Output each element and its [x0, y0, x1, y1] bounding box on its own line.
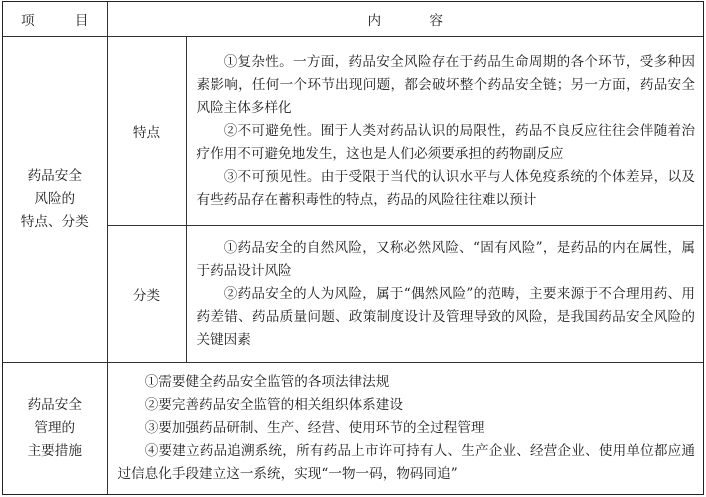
measure-item: ①需要健全药品安全监管的各项法律法规 [144, 374, 390, 390]
features-row [3, 37, 703, 226]
category-risk-features [3, 37, 107, 363]
measure-item: ②要完善药品安全监管的相关组织体系建设 [144, 397, 403, 413]
measure-item: ③要加强药品研制、生产、经营、使用环节的全过程管理 [144, 420, 485, 436]
header-content: 内 容 [107, 2, 703, 37]
measures-row [3, 363, 703, 495]
category-line: 药品安全 [27, 397, 82, 413]
classification-row [3, 226, 703, 363]
category-line: 管理的 [34, 420, 76, 436]
subcategory-classification: 分类 [107, 226, 186, 363]
risk-table [2, 1, 704, 495]
classification-item: ①药品安全的自然风险，又称必然风险、“固有风险”，是药品的内在属性，属于药品设计风险 [196, 239, 695, 279]
feature-item: ②不可避免性。囿于人类对药品认识的局限性，药品不良反应往往会伴随着治疗作用不可避免地发生，这也是人们必须要承担的药物副反应 [196, 122, 695, 162]
features-content [186, 37, 703, 226]
table [3, 2, 703, 494]
category-management-measures [3, 363, 107, 495]
feature-item: ③不可预见性。由于受限于当代的认识水平与人体免疫系统的个体差异，以及有些药品存在蓄积毒性的特点，药品的风险往往难以预计 [196, 168, 695, 208]
category-line: 风险的 [34, 191, 76, 207]
category-line: 药品安全 [27, 168, 82, 184]
header-row [3, 2, 703, 37]
classification-item: ②药品安全的人为风险，属于“偶然风险”的范畴，主要来源于不合理用药、用药差错、药品质量问题、政策制度设计及管理导致的风险，是我国药品安全风险的关键因素 [196, 285, 695, 348]
measure-item: ④要建立药品追溯系统，所有药品上市许可持有人、生产企业、经营企业、使用单位都应通过信息化手段建立这一系统，实现“一物一码，物码同追” [117, 443, 695, 482]
classification-content [186, 226, 703, 363]
subcategory-features: 特点 [107, 37, 186, 226]
category-line: 主要措施 [27, 443, 82, 459]
measures-content [107, 363, 703, 495]
feature-item: ①复杂性。一方面，药品安全风险存在于药品生命周期的各个环节，受多种因素影响，任何一个环节出现问题，都会破坏整个药品安全链；另一方面，药品安全风险主体多样化 [196, 53, 695, 116]
header-item: 项 目 [3, 2, 107, 37]
category-line: 特点、分类 [20, 214, 89, 230]
